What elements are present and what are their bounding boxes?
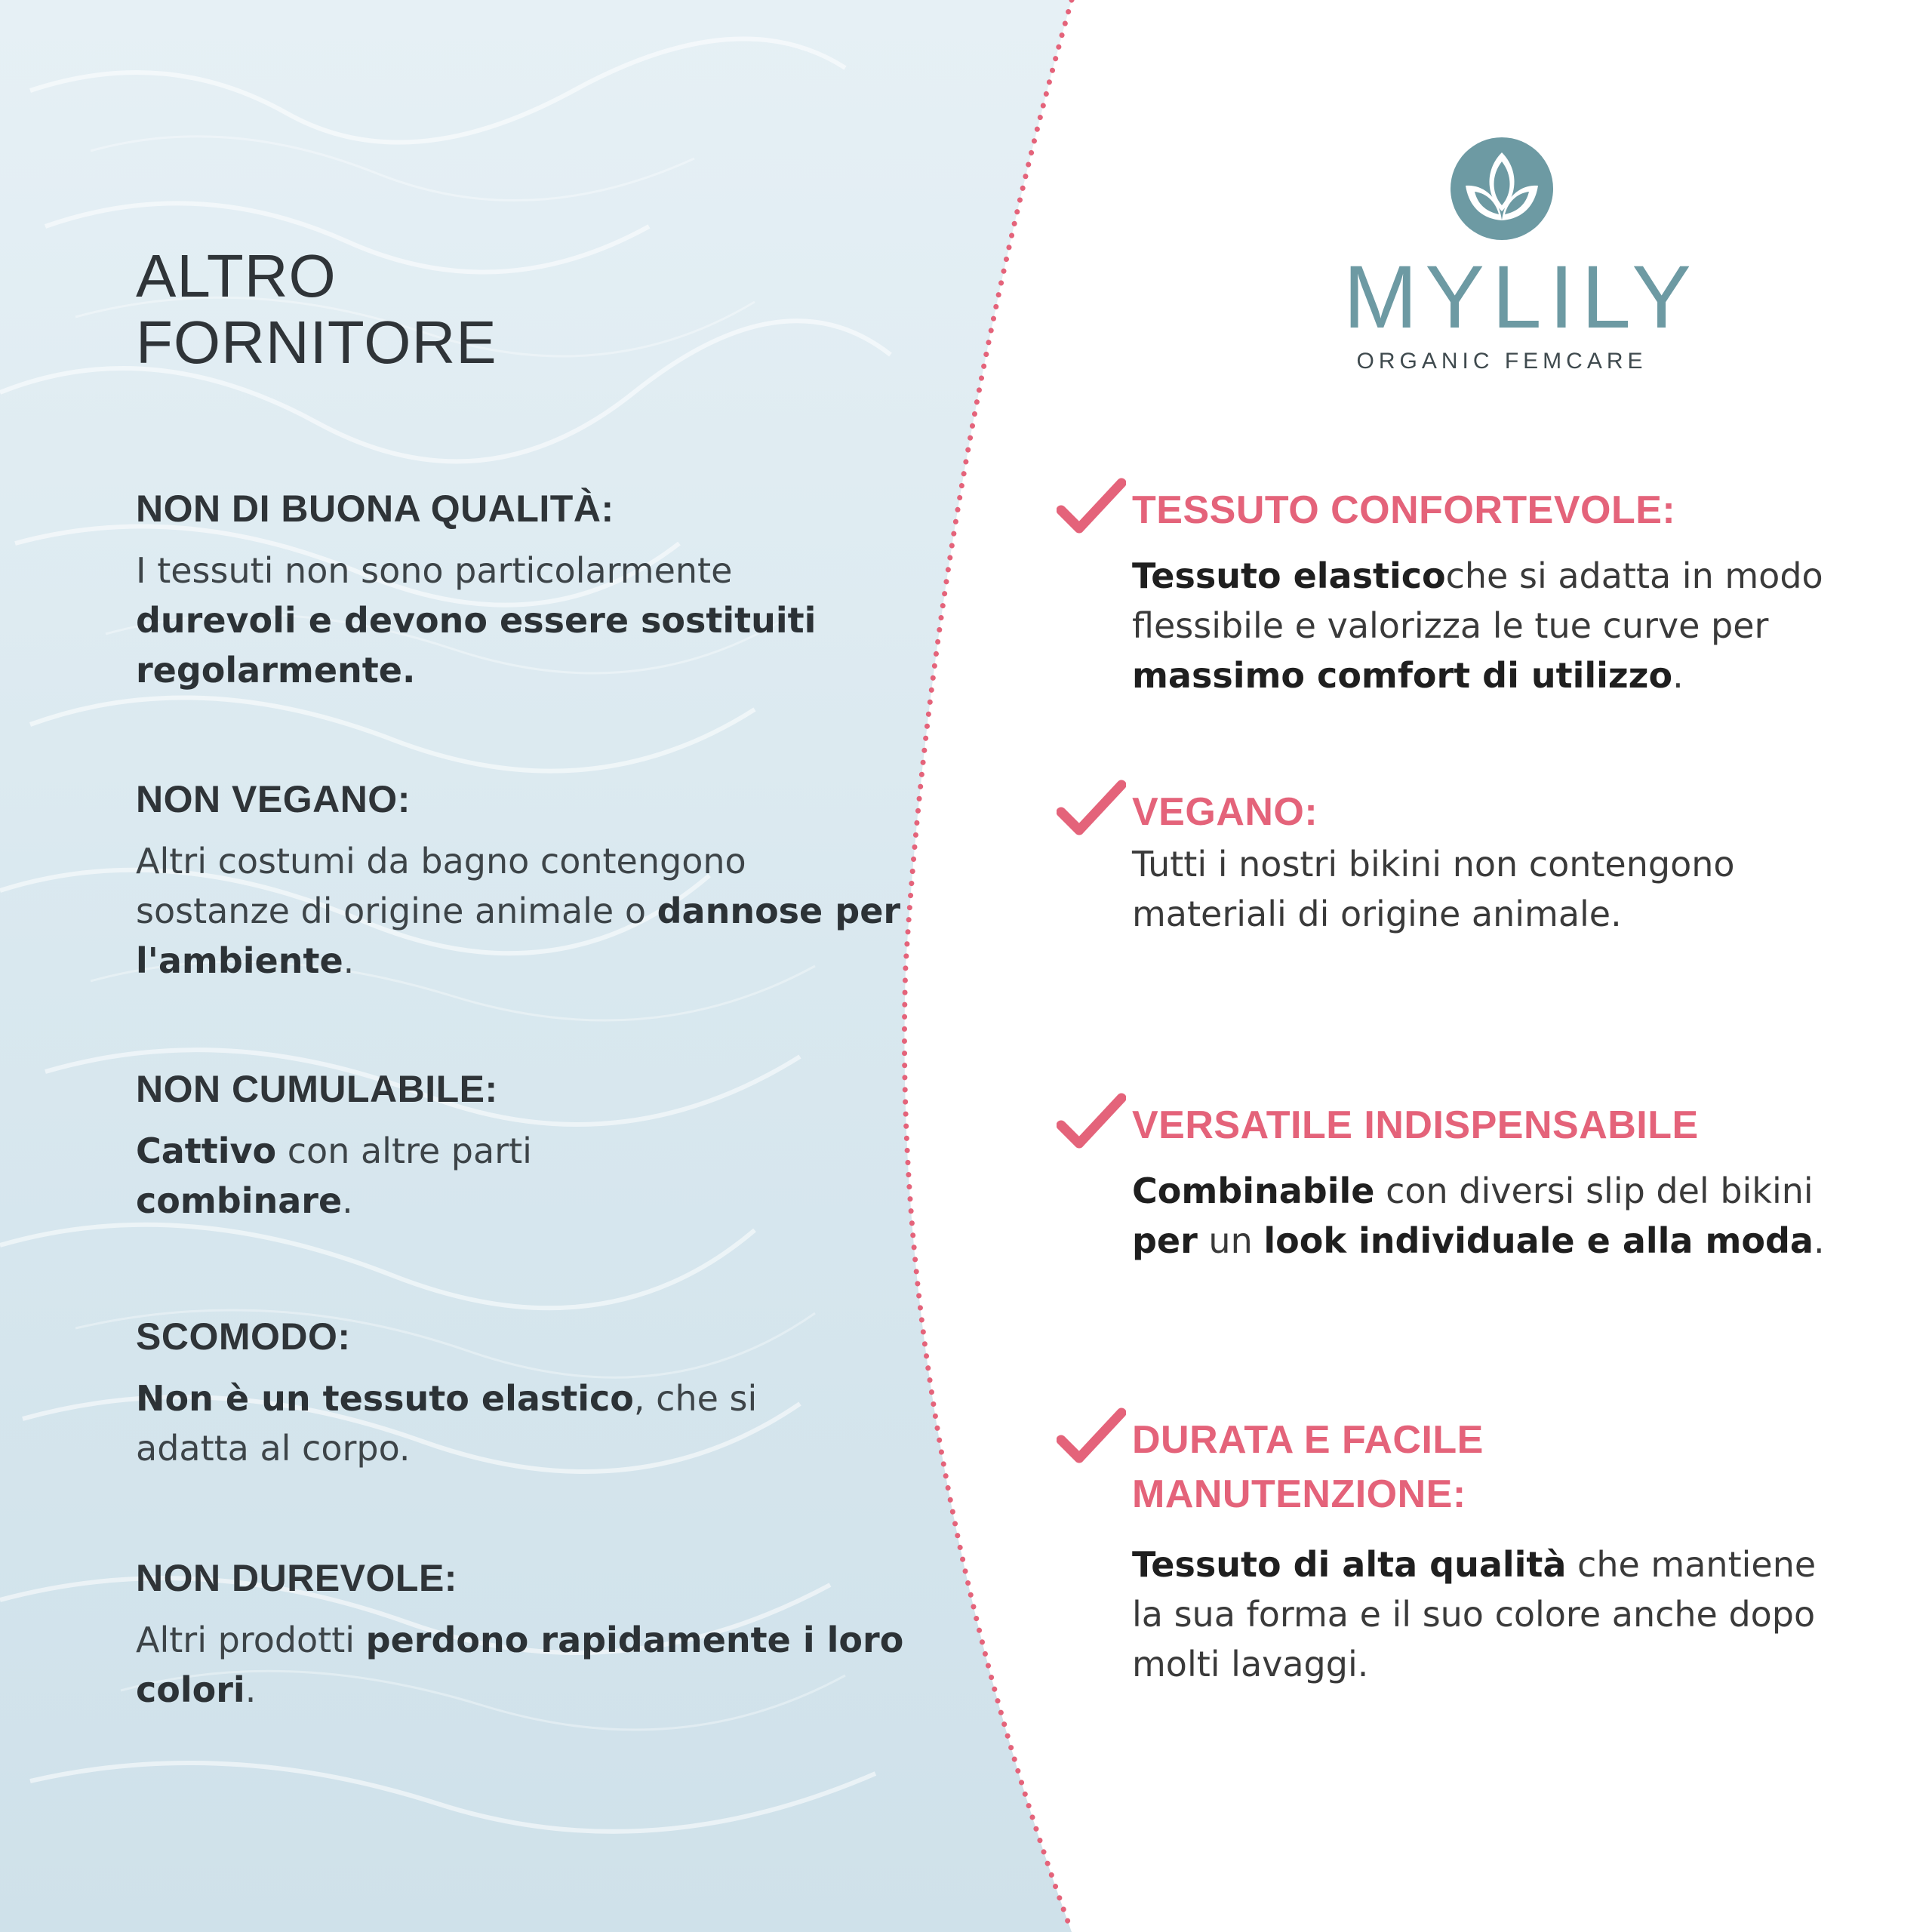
brand-tagline: ORGANIC FEMCARE	[1356, 349, 1647, 374]
text-part-bold: Non è un tessuto elastico	[136, 1378, 634, 1419]
text-part: .	[343, 940, 355, 981]
item-description	[136, 1126, 619, 1226]
competitor-item-quality	[136, 485, 906, 695]
text-part-bold: Combinabile	[1132, 1171, 1375, 1211]
item-heading: VERSATILE INDISPENSABILE	[1132, 1103, 1699, 1147]
brand-logo	[1343, 136, 1699, 374]
competitor-title	[136, 243, 815, 376]
title-line-2: FORNITORE	[136, 309, 497, 376]
item-description	[1132, 551, 1849, 700]
mylily-panel	[1057, 0, 1887, 1932]
item-description	[1132, 1540, 1849, 1689]
title-line-1: ALTRO	[136, 242, 337, 309]
item-description	[136, 1374, 785, 1473]
item-heading: NON VEGANO:	[136, 778, 411, 820]
text-part: un	[1197, 1220, 1264, 1261]
item-heading: NON DUREVOLE:	[136, 1557, 457, 1599]
item-heading: NON DI BUONA QUALITÀ:	[136, 488, 614, 530]
item-heading: VEGANO:	[1132, 790, 1318, 834]
text-part-bold: Cattivo	[136, 1131, 277, 1171]
checkmark-icon	[1057, 477, 1126, 537]
item-heading: SCOMODO:	[136, 1315, 351, 1358]
checkmark-icon	[1057, 1407, 1126, 1467]
text-part-bold: dannose per l'ambiente	[136, 891, 901, 981]
text-part: Altri costumi da bagno contengono sostanze di origine animale o	[136, 841, 746, 931]
competitor-item-vegan	[136, 776, 906, 986]
text-part-bold: Tessuto elastico	[1132, 555, 1446, 596]
text-part: che si adatta in modo flessibile e valorizza le tue curve per	[1132, 555, 1823, 646]
competitor-panel	[136, 0, 906, 1932]
item-description	[136, 836, 906, 986]
text-part-bold: combinare	[136, 1180, 343, 1221]
text-part: .	[342, 1180, 353, 1221]
item-description	[1132, 839, 1849, 939]
brand-name: MYLILY	[1343, 248, 1699, 347]
mylily-item-comfort	[1057, 483, 1872, 700]
text-part: Tutti i nostri bikini non contengono materiali di origine animale.	[1132, 844, 1735, 934]
text-part-bold: Tessuto di alta qualità	[1132, 1544, 1567, 1585]
text-part: che mantiene la sua forma e il suo colore anche dopo molti lavaggi.	[1132, 1544, 1817, 1684]
mylily-item-durability	[1057, 1413, 1872, 1689]
text-part: .	[245, 1669, 257, 1710]
text-part: I tessuti non sono particolarmente	[136, 550, 733, 591]
text-part: con diversi slip del bikini	[1374, 1171, 1814, 1211]
item-description	[136, 1615, 906, 1715]
item-heading: DURATA E FACILE MANUTENZIONE:	[1132, 1418, 1484, 1516]
text-part: Altri prodotti	[136, 1620, 366, 1660]
competitor-item-comfort	[136, 1313, 906, 1473]
item-heading: TESSUTO CONFORTEVOLE:	[1132, 488, 1676, 532]
item-description	[1132, 1166, 1849, 1266]
checkmark-icon	[1057, 1092, 1126, 1152]
text-part-bold: look individuale e alla moda	[1263, 1220, 1814, 1261]
mylily-item-vegan	[1057, 785, 1872, 939]
text-part-bold: durevoli e devono essere sostituiti regolarmente.	[136, 600, 817, 691]
item-description	[136, 546, 860, 695]
lotus-leaf-icon	[1449, 136, 1555, 242]
checkmark-icon	[1057, 779, 1126, 839]
mylily-item-versatile	[1057, 1098, 1872, 1266]
item-heading: NON CUMULABILE:	[136, 1068, 498, 1110]
competitor-item-durability	[136, 1555, 906, 1715]
text-part-bold: massimo comfort di utilizzo	[1132, 655, 1673, 696]
text-part: .	[1813, 1220, 1825, 1261]
competitor-item-combinable	[136, 1066, 906, 1226]
text-part: , che si adatta al corpo.	[136, 1378, 758, 1469]
text-part: con altre parti	[276, 1131, 532, 1171]
text-part-bold: perdono rapidamente i loro colori	[136, 1620, 904, 1710]
text-part-bold: per	[1132, 1220, 1198, 1261]
text-part: .	[1672, 655, 1684, 696]
